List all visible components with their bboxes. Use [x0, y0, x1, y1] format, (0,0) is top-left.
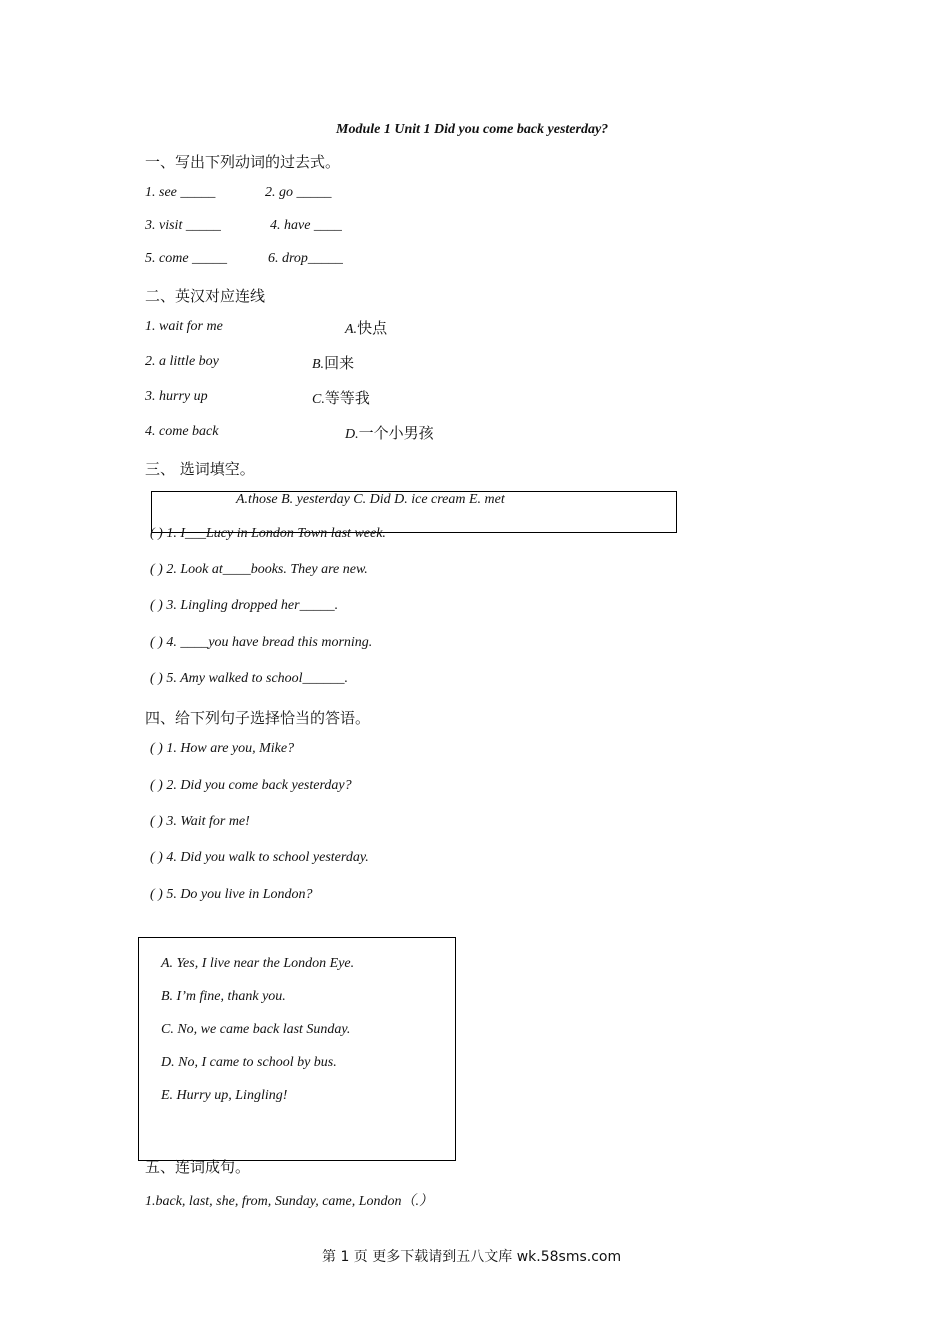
section-4-heading: 四、给下列句子选择恰当的答语。	[145, 709, 371, 727]
verb-item: 4. have ____	[270, 218, 342, 233]
question-item: ( ) 2. Did you come back yesterday?	[150, 778, 352, 793]
verb-item: 5. come _____	[145, 251, 228, 266]
verb-item: 3. visit _____	[145, 218, 221, 233]
answer-option: D. No, I came to school by bus.	[161, 1055, 337, 1070]
answer-option: E. Hurry up, Lingling!	[161, 1088, 288, 1103]
match-right-item: B.回来	[312, 354, 355, 372]
fill-item: ( ) 1. I___Lucy in London Town last week.	[150, 526, 386, 541]
fill-item: ( ) 4. ____you have bread this morning.	[150, 635, 373, 650]
question-item: ( ) 3. Wait for me!	[150, 814, 250, 829]
verb-item: 2. go _____	[265, 185, 332, 200]
question-item: ( ) 1. How are you, Mike?	[150, 741, 295, 756]
fill-item: ( ) 2. Look at____books. They are new.	[150, 562, 368, 577]
section-3-heading: 三、 选词填空。	[145, 460, 255, 478]
verb-item: 6. drop_____	[268, 251, 343, 266]
question-item: ( ) 4. Did you walk to school yesterday.	[150, 850, 369, 865]
match-right-item: A.快点	[345, 319, 388, 337]
match-left-item: 1. wait for me	[145, 319, 223, 334]
section-2-heading: 二、英汉对应连线	[145, 287, 266, 305]
question-item: ( ) 5. Do you live in London?	[150, 887, 313, 902]
match-right-item: C.等等我	[312, 389, 370, 407]
fill-item: ( ) 5. Amy walked to school______.	[150, 671, 349, 686]
answer-option: A. Yes, I live near the London Eye.	[161, 956, 355, 971]
answer-option: B. I’m fine, thank you.	[161, 989, 286, 1004]
answer-option: C. No, we came back last Sunday.	[161, 1022, 351, 1037]
page-title: Module 1 Unit 1 Did you come back yesterday?	[336, 122, 609, 137]
word-bank: A.those B. yesterday C. Did D. ice cream E. met	[236, 492, 505, 507]
match-right-item: D.一个小男孩	[345, 424, 434, 442]
page-footer: 第 1 页 更多下载请到五八文库 wk.58sms.com	[322, 1249, 622, 1265]
sentence-item: 1.back, last, she, from, Sunday, came, London（.）	[145, 1194, 434, 1209]
match-left-item: 2. a little boy	[145, 354, 219, 369]
section-1-heading: 一、写出下列动词的过去式。	[145, 153, 341, 171]
fill-item: ( ) 3. Lingling dropped her_____.	[150, 598, 339, 613]
match-left-item: 4. come back	[145, 424, 219, 439]
section-5-heading: 五、连词成句。	[145, 1158, 251, 1176]
verb-item: 1. see _____	[145, 185, 216, 200]
match-left-item: 3. hurry up	[145, 389, 208, 404]
